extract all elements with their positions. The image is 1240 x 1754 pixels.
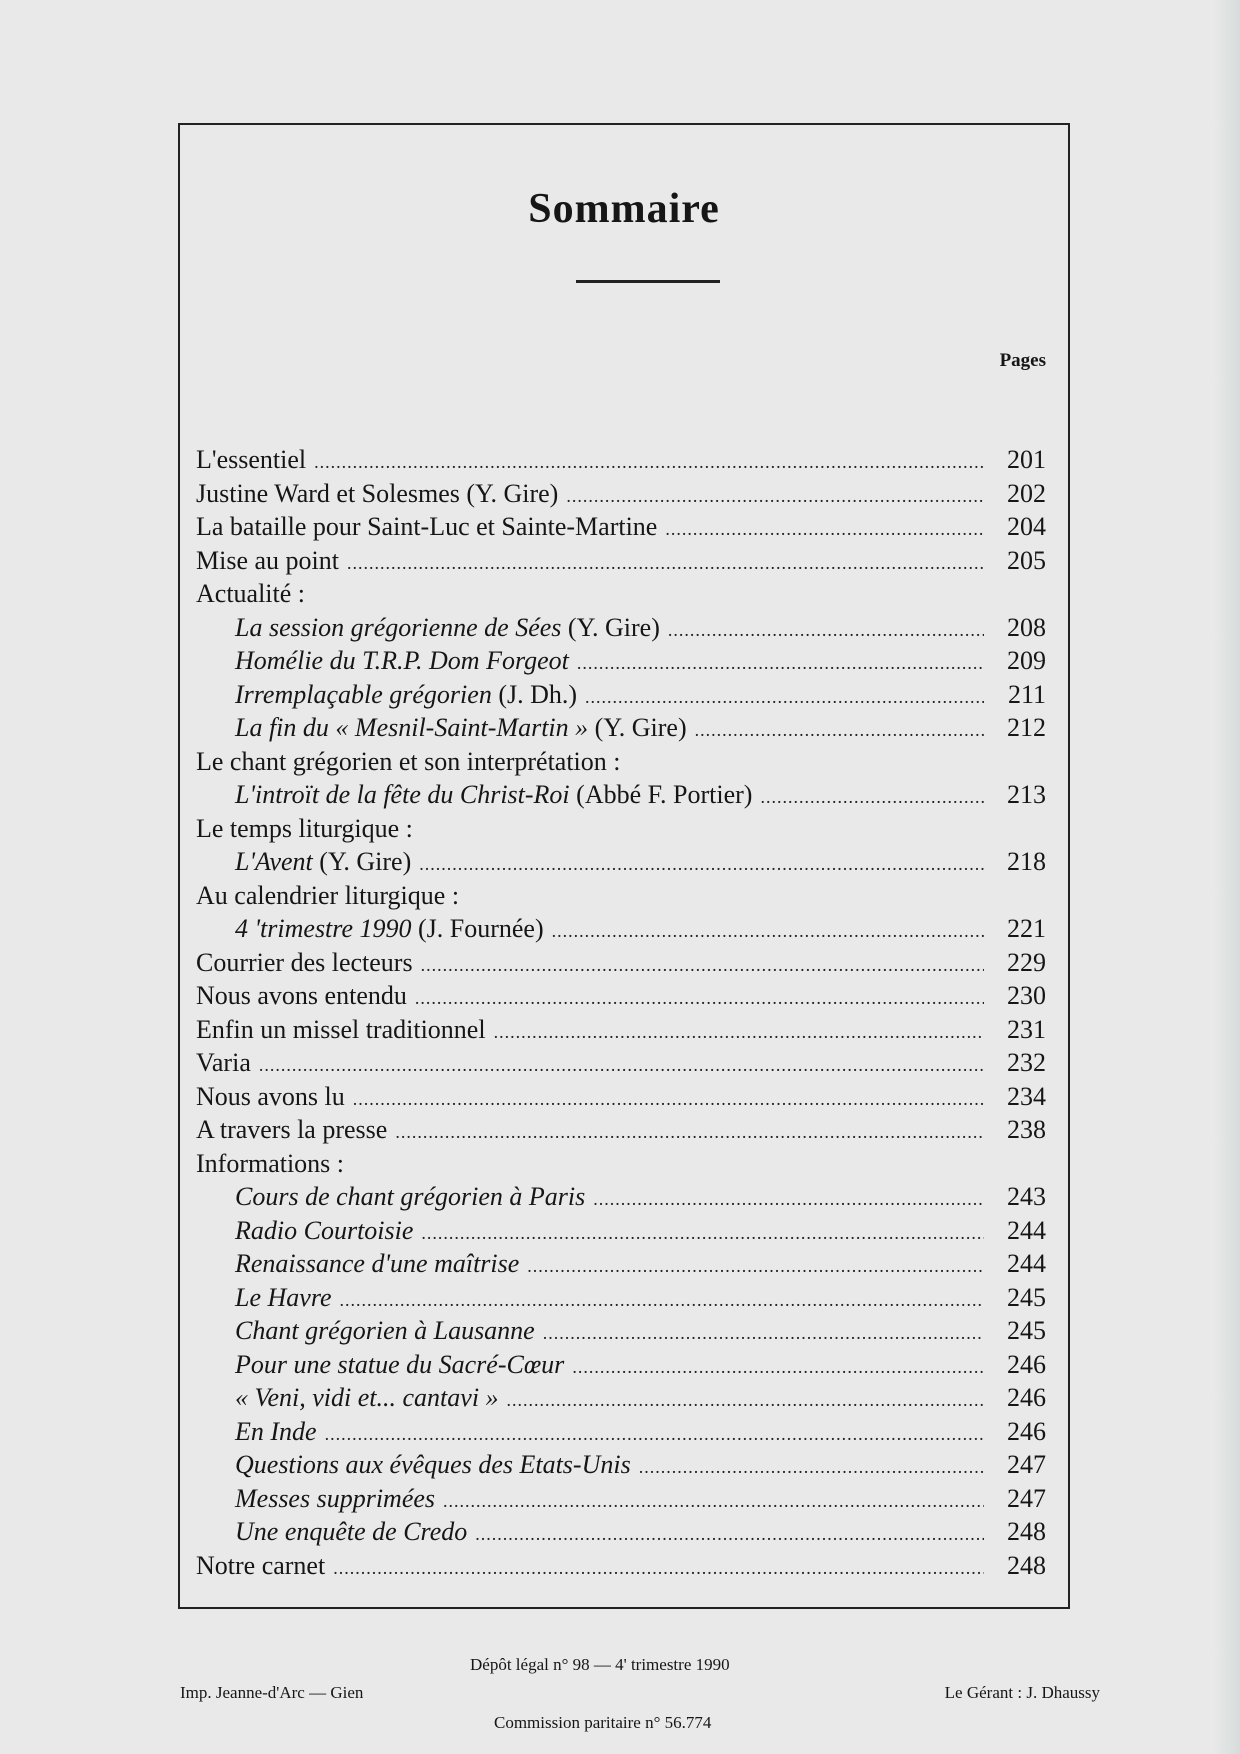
toc-page-number: 238 <box>1007 1115 1046 1144</box>
dot-leader <box>325 1418 984 1449</box>
toc-page-number: 244 <box>1007 1249 1046 1278</box>
toc-page-number: 208 <box>1007 612 1046 642</box>
toc-entry-title <box>235 1381 499 1415</box>
toc-entry <box>196 1214 1046 1248</box>
toc-entry-author: (J. Fournée) <box>417 914 544 943</box>
toc-entry-title <box>235 1348 564 1382</box>
contents-frame <box>178 123 1070 1609</box>
toc-entry-italic-title: « Veni, vidi et... cantavi » <box>235 1383 499 1412</box>
toc-entry-title <box>196 1113 387 1147</box>
toc-entry <box>196 678 1046 712</box>
toc-page-number: 245 <box>1007 1282 1046 1312</box>
dot-leader <box>527 1250 984 1281</box>
toc-entry <box>196 1448 1046 1482</box>
toc-entry-title <box>196 1549 325 1583</box>
toc-entry-title <box>196 879 459 913</box>
toc-page-number: 221 <box>1007 914 1046 943</box>
toc-entry-italic-title: L'introït de la fête du Christ-Roi <box>235 780 570 809</box>
toc-entry-text: Au calendrier liturgique : <box>196 880 460 910</box>
toc-entry-title <box>235 1314 535 1348</box>
toc-entry-text: Justine Ward et Solesmes (Y. Gire) <box>196 478 559 508</box>
toc-entry <box>196 1415 1046 1449</box>
toc-page-number: 244 <box>1007 1215 1046 1245</box>
toc-entry-author: (Y. Gire) <box>594 713 687 742</box>
toc-entry <box>196 845 1046 879</box>
toc-entry-italic-title: Cours de chant grégorien à Paris <box>235 1182 586 1211</box>
dot-leader <box>419 848 984 879</box>
toc-entry-title <box>196 1046 251 1080</box>
toc-entry-text: Enfin un missel traditionnel <box>196 1014 486 1044</box>
toc-entry-title <box>235 1515 467 1549</box>
toc-entry <box>196 1381 1046 1415</box>
toc-entry-italic-title: Une enquête de Credo <box>235 1517 468 1546</box>
toc-page-number: 246 <box>1007 1416 1046 1446</box>
dot-leader <box>333 1552 984 1583</box>
toc-entry-italic-title: En Inde <box>235 1416 317 1446</box>
toc-entry <box>196 644 1046 678</box>
dot-leader <box>572 1351 984 1382</box>
toc-page-number: 212 <box>1007 713 1046 742</box>
dot-leader <box>259 1049 984 1080</box>
toc-entry <box>196 1482 1046 1516</box>
toc-entry-title <box>235 1247 519 1281</box>
toc-entry-italic-title: La session grégorienne de Sées <box>235 612 562 642</box>
toc-entry-title <box>235 611 660 645</box>
toc-entry-title <box>235 778 752 812</box>
toc-entry-text: Actualité : <box>196 579 306 608</box>
dot-leader <box>552 915 984 946</box>
title-rule <box>576 280 720 283</box>
toc-entry-text: Courrier des lecteurs <box>196 947 413 977</box>
toc-entry <box>196 711 1046 745</box>
toc-entry-italic-title: L'Avent <box>235 847 313 876</box>
toc-entry-title <box>235 1482 435 1516</box>
scan-edge <box>1214 0 1240 1754</box>
toc-entry <box>196 611 1046 645</box>
toc-entry <box>196 443 1046 477</box>
toc-entry-italic-title: Messes supprimées <box>235 1483 436 1513</box>
toc-entry <box>196 946 1046 980</box>
dot-leader <box>507 1384 984 1415</box>
toc-entry-title <box>196 745 621 779</box>
toc-entry-italic-title: Pour une statue du Sacré-Cœur <box>235 1349 565 1379</box>
toc-entry-title <box>196 1013 486 1047</box>
toc-entry <box>196 879 1046 913</box>
toc-entry-author: (Y. Gire) <box>567 612 660 642</box>
toc-entry-title <box>235 1214 413 1248</box>
toc-entry <box>196 1147 1046 1181</box>
toc-entry-title <box>235 711 687 745</box>
toc-entry <box>196 745 1046 779</box>
toc-page-number: 243 <box>1007 1182 1046 1211</box>
toc-entry-title <box>196 544 339 578</box>
pages-column-label: Pages <box>999 350 1046 371</box>
toc-entry-italic-title: Renaissance d'une maîtrise <box>235 1249 520 1278</box>
toc-entry-title <box>196 1080 345 1114</box>
toc-page-number: 248 <box>1007 1517 1046 1546</box>
toc-entry-author: (Y. Gire) <box>319 847 412 876</box>
toc-entry <box>196 1549 1046 1583</box>
dot-leader <box>395 1116 984 1147</box>
toc-entry <box>196 1113 1046 1147</box>
toc-page-number: 202 <box>1007 478 1046 508</box>
toc-entry <box>196 778 1046 812</box>
toc-page-number: 246 <box>1007 1383 1046 1412</box>
toc-entry-title <box>196 979 407 1013</box>
toc-entry-title <box>196 577 305 611</box>
toc-page-number: 246 <box>1007 1349 1046 1379</box>
dot-leader <box>585 681 984 712</box>
toc-entry-title <box>196 1147 344 1181</box>
toc-entry-italic-title: Radio Courtoisie <box>235 1215 414 1245</box>
dot-leader <box>475 1518 984 1549</box>
toc-page-number: 230 <box>1007 981 1046 1010</box>
toc-entry-title <box>235 1415 317 1449</box>
dot-leader <box>593 1183 984 1214</box>
toc-entry-title <box>235 912 544 946</box>
toc-entry <box>196 477 1046 511</box>
toc-page-number: 232 <box>1007 1048 1046 1077</box>
toc-entry-title <box>235 1180 585 1214</box>
toc-entry-italic-title: La fin du « Mesnil-Saint-Martin » <box>235 713 589 742</box>
toc-entry-text: L'essentiel <box>196 445 307 474</box>
toc-entry-text: Mise au point <box>196 545 339 575</box>
dot-leader <box>443 1485 984 1516</box>
toc-entry-italic-title: Homélie du T.R.P. Dom Forgeot <box>235 646 569 675</box>
toc-entry-title <box>196 443 306 477</box>
dot-leader <box>566 480 984 511</box>
toc-entry-text: La bataille pour Saint-Luc et Sainte-Martine <box>196 512 658 541</box>
toc-entry <box>196 1247 1046 1281</box>
toc-entry <box>196 1281 1046 1315</box>
toc-page-number: 245 <box>1007 1316 1046 1345</box>
toc-page-number: 209 <box>1007 646 1046 675</box>
toc-page-number: 247 <box>1007 1450 1046 1479</box>
toc-entry-text: A travers la presse <box>196 1115 388 1144</box>
toc-entry-title <box>196 812 413 846</box>
dot-leader <box>760 781 984 812</box>
toc-entry-italic-title: Le Havre <box>235 1282 332 1312</box>
footer-commission: Commission paritaire n° 56.774 <box>494 1713 712 1732</box>
dot-leader <box>353 1083 984 1114</box>
footer-depot-legal: Dépôt légal n° 98 — 4' trimestre 1990 <box>470 1655 730 1674</box>
toc-entry <box>196 1348 1046 1382</box>
toc-entry <box>196 912 1046 946</box>
toc-entry-text: Informations : <box>196 1148 345 1178</box>
toc-entry-italic-title: 4 'trimestre 1990 <box>235 914 412 943</box>
dot-leader <box>665 513 984 544</box>
dot-leader <box>421 949 984 980</box>
dot-leader <box>340 1284 984 1315</box>
toc-entry-title <box>235 678 577 712</box>
toc-page-number: 218 <box>1007 847 1046 876</box>
page-title: Sommaire <box>528 186 720 232</box>
dot-leader <box>347 547 984 578</box>
toc-entry-italic-title: Questions aux évêques des Etats-Unis <box>235 1450 631 1479</box>
table-of-contents <box>196 443 1046 1582</box>
footer-imprimerie: Imp. Jeanne-d'Arc — Gien <box>180 1683 364 1702</box>
toc-page-number: 231 <box>1007 1014 1046 1044</box>
toc-entry-text: Notre carnet <box>196 1550 326 1580</box>
toc-entry-title <box>235 845 411 879</box>
toc-entry-title <box>235 1281 332 1315</box>
dot-leader <box>421 1217 984 1248</box>
toc-entry <box>196 544 1046 578</box>
toc-entry-text: Le temps liturgique : <box>196 813 413 843</box>
toc-entry <box>196 812 1046 846</box>
toc-entry <box>196 1180 1046 1214</box>
toc-entry <box>196 1046 1046 1080</box>
dot-leader <box>494 1016 984 1047</box>
toc-entry-title <box>235 1448 631 1482</box>
toc-page-number: 229 <box>1007 947 1046 977</box>
toc-entry-italic-title: Irremplaçable grégorien <box>235 679 492 709</box>
toc-entry-text: Nous avons lu <box>196 1081 345 1111</box>
dot-leader <box>695 714 984 745</box>
dot-leader <box>415 982 984 1013</box>
toc-entry <box>196 1515 1046 1549</box>
toc-entry <box>196 1080 1046 1114</box>
toc-page-number: 205 <box>1007 545 1046 575</box>
toc-page-number: 201 <box>1007 445 1046 474</box>
toc-entry-text: Le chant grégorien et son interprétation : <box>196 746 621 776</box>
toc-entry-text: Varia <box>196 1048 251 1077</box>
toc-entry-title <box>196 946 413 980</box>
toc-entry <box>196 510 1046 544</box>
dot-leader <box>577 647 984 678</box>
dot-leader <box>668 614 984 645</box>
footer-gerant: Le Gérant : J. Dhaussy <box>944 1683 1100 1702</box>
dot-leader <box>543 1317 984 1348</box>
toc-entry-author: (J. Dh.) <box>498 679 578 709</box>
toc-page-number: 234 <box>1007 1081 1046 1111</box>
toc-entry-title <box>196 510 657 544</box>
dot-leader <box>314 446 984 477</box>
toc-entry <box>196 979 1046 1013</box>
toc-page-number: 211 <box>1007 679 1046 709</box>
toc-entry <box>196 1314 1046 1348</box>
toc-entry-text: Nous avons entendu <box>196 981 407 1010</box>
toc-entry-italic-title: Chant grégorien à Lausanne <box>235 1316 535 1345</box>
toc-entry-title <box>196 477 558 511</box>
toc-page-number: 248 <box>1007 1550 1046 1580</box>
toc-page-number: 213 <box>1007 780 1046 809</box>
toc-entry-title <box>235 644 569 678</box>
toc-entry-author: (Abbé F. Portier) <box>576 780 753 809</box>
toc-entry <box>196 1013 1046 1047</box>
toc-page-number: 204 <box>1007 512 1046 541</box>
toc-entry <box>196 577 1046 611</box>
dot-leader <box>639 1451 984 1482</box>
toc-page-number: 247 <box>1007 1483 1046 1513</box>
